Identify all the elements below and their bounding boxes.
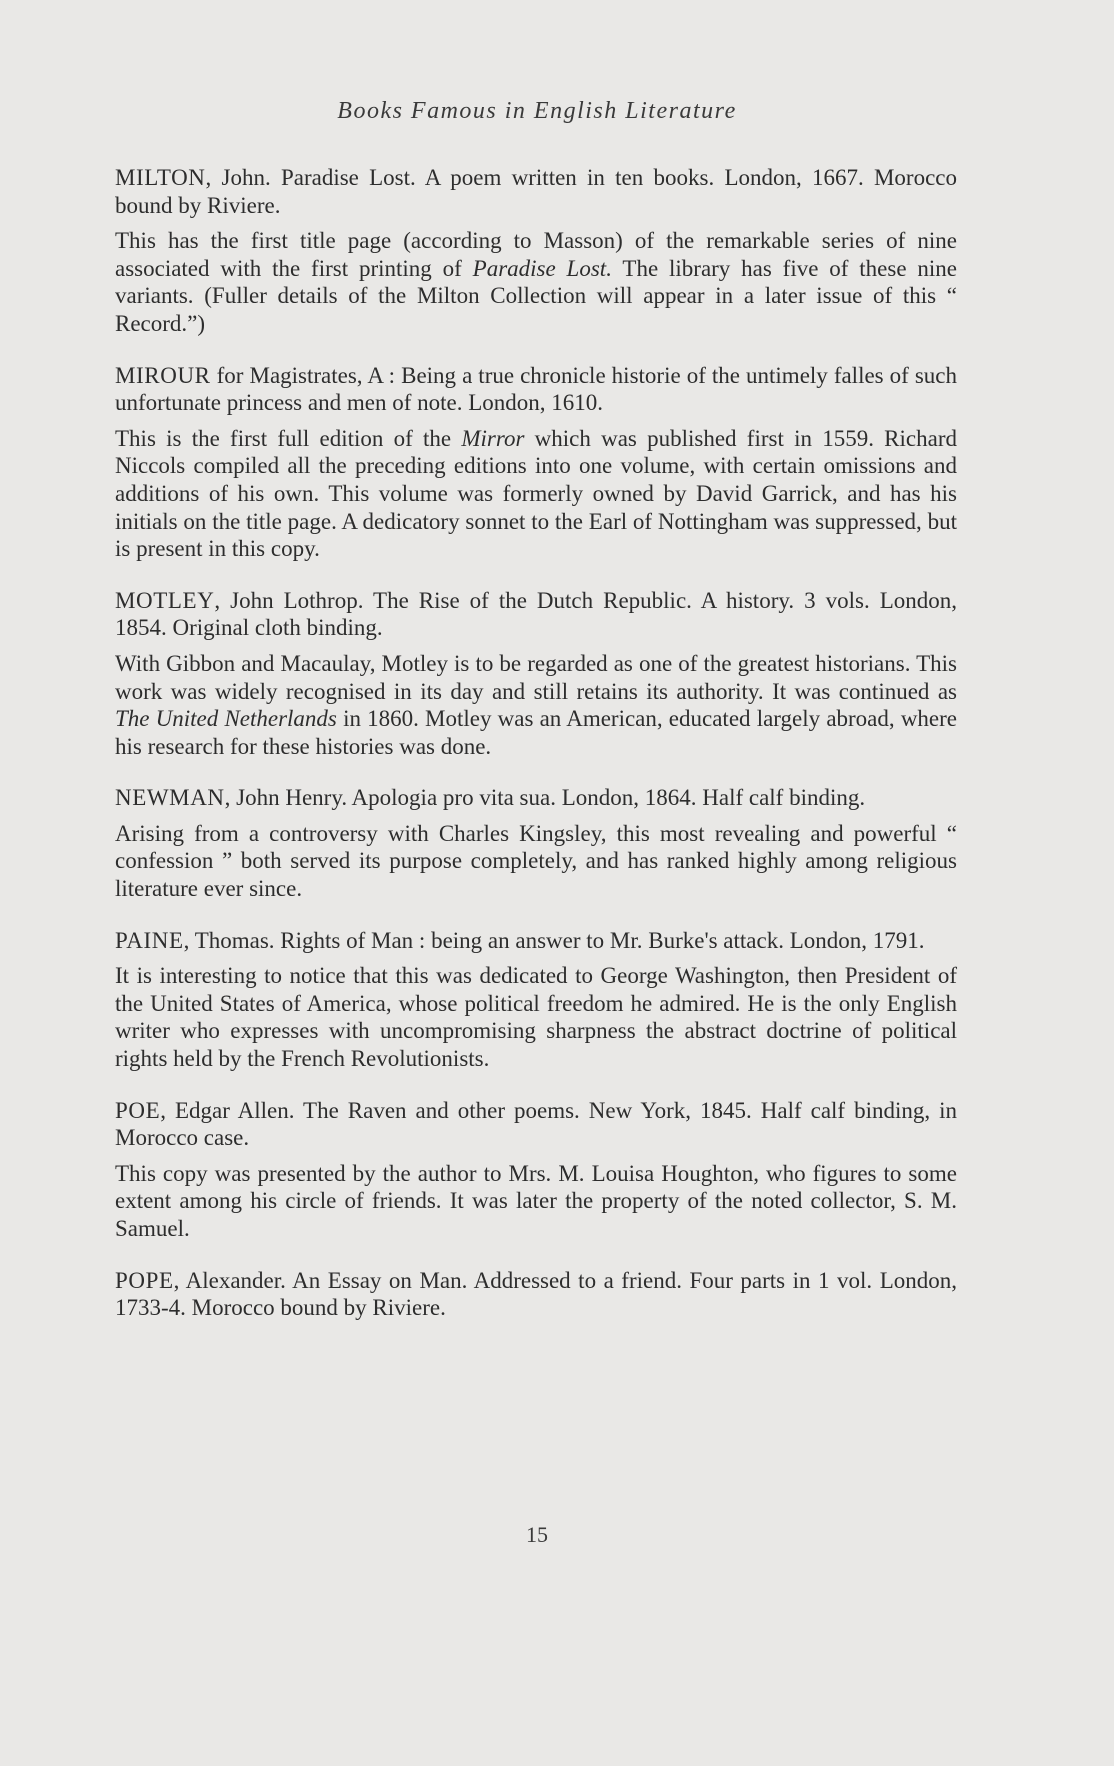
entry-citation-rest: , Thomas. Rights of Man : being an answer to Mr. Burke's attack. London, 1791.	[183, 927, 925, 953]
entry-note	[115, 227, 957, 337]
entry-citation	[115, 927, 957, 955]
entry-citation	[115, 1267, 957, 1322]
entry-note-text: The library has five of these nine variants. (Fuller details of the Milton Collection will appear in a later issue of this “ Record.”)	[115, 255, 957, 336]
entry-citation-rest: , John. Paradise Lost. A poem written in ten books. London, 1667. Morocco bound by Riviere.	[115, 165, 957, 218]
entry-note-text: which was published first in 1559. Richard Niccols compiled all the preceding editions into one volume, with certain omissions and additions of his own. This volume was formerly owned by David Garrick, and has his initials on the title page. A dedicatory sonnet to the Earl of Nottingham was suppressed, but is present in this copy.	[115, 425, 957, 562]
entry-citation-rest: , John Lothrop. The Rise of the Dutch Republic. A history. 3 vols. London, 1854. Original cloth binding.	[115, 587, 957, 641]
entry-note-text: This copy was presented by the author to Mrs. M. Louisa Houghton, who figures to some extent among his circle of friends. It was later the property of the noted collector, S. M. Samuel.	[115, 1160, 957, 1241]
entry-poe	[115, 1097, 957, 1243]
entry-paine	[115, 927, 957, 1073]
entry-note-italic: Mirror	[461, 425, 525, 451]
entry-note-italic: The United Netherlands	[115, 706, 337, 732]
entry-note	[115, 425, 957, 563]
entry-author: MOTLEY	[115, 587, 215, 613]
entry-citation-rest: , Alexander. An Essay on Man. Addressed to a friend. Four parts in 1 vol. London, 1733-4. Morocco bound by Riviere.	[115, 1267, 957, 1321]
entry-note-text: With Gibbon and Macaulay, Motley is to be regarded as one of the greatest historians. This work was widely recognised in its day and still retains its authority. It was continued as	[115, 650, 957, 704]
entry-author: PAINE	[115, 927, 184, 953]
entry-citation	[115, 587, 957, 642]
entry-citation	[115, 164, 957, 219]
entry-citation-rest: , John Henry. Apologia pro vita sua. London, 1864. Half calf binding.	[224, 785, 866, 811]
entry-citation	[115, 1097, 957, 1152]
entry-note-italic: Paradise Lost.	[472, 255, 612, 281]
entry-author: POE	[115, 1097, 161, 1123]
running-head: Books Famous in English Literature	[337, 98, 737, 124]
entry-author: NEWMAN	[115, 785, 225, 811]
entry-note	[115, 1160, 957, 1243]
entry-note-text: This is the first full edition of the	[115, 425, 462, 451]
entry-mirour	[115, 362, 957, 563]
entry-citation	[115, 362, 957, 417]
entry-note	[115, 962, 957, 1072]
entry-author: MILTON	[115, 165, 206, 190]
entry-note	[115, 650, 957, 760]
entry-list	[115, 164, 957, 1346]
entry-newman	[115, 784, 957, 902]
entry-motley	[115, 587, 957, 761]
entry-note-text: in 1860. Motley was an American, educated largely abroad, where his research for these histories was done.	[115, 706, 957, 759]
entry-note-text: This has the first title page (according to Masson) of the remarkable series of nine associated with the first printing of	[115, 228, 957, 281]
entry-citation-rest: , Edgar Allen. The Raven and other poems. New York, 1845. Half calf binding, in Morocco case.	[115, 1097, 957, 1151]
entry-citation	[115, 784, 957, 812]
entry-note-text: It is interesting to notice that this was dedicated to George Washington, then President of the United States of America, whose political freedom he admired. He is the only English writer who expresses with uncompromising sharpness the abstract doctrine of political rights held by the French Revolutionists.	[115, 963, 957, 1072]
entry-pope	[115, 1267, 957, 1322]
entry-note	[115, 820, 957, 903]
entry-author: MIROUR	[115, 362, 211, 388]
entry-milton	[115, 164, 957, 338]
entry-citation-rest: for Magistrates, A : Being a true chronicle historie of the untimely falles of such unfortunate princess and men of note. London, 1610.	[115, 362, 957, 416]
entry-note-text: Arising from a controversy with Charles Kingsley, this most revealing and powerful “ confession ” both served its purpose completely, and has ranked highly among religious literature ever since.	[115, 820, 957, 902]
page-number: 15	[526, 1522, 548, 1547]
entry-author: POPE	[115, 1267, 174, 1293]
